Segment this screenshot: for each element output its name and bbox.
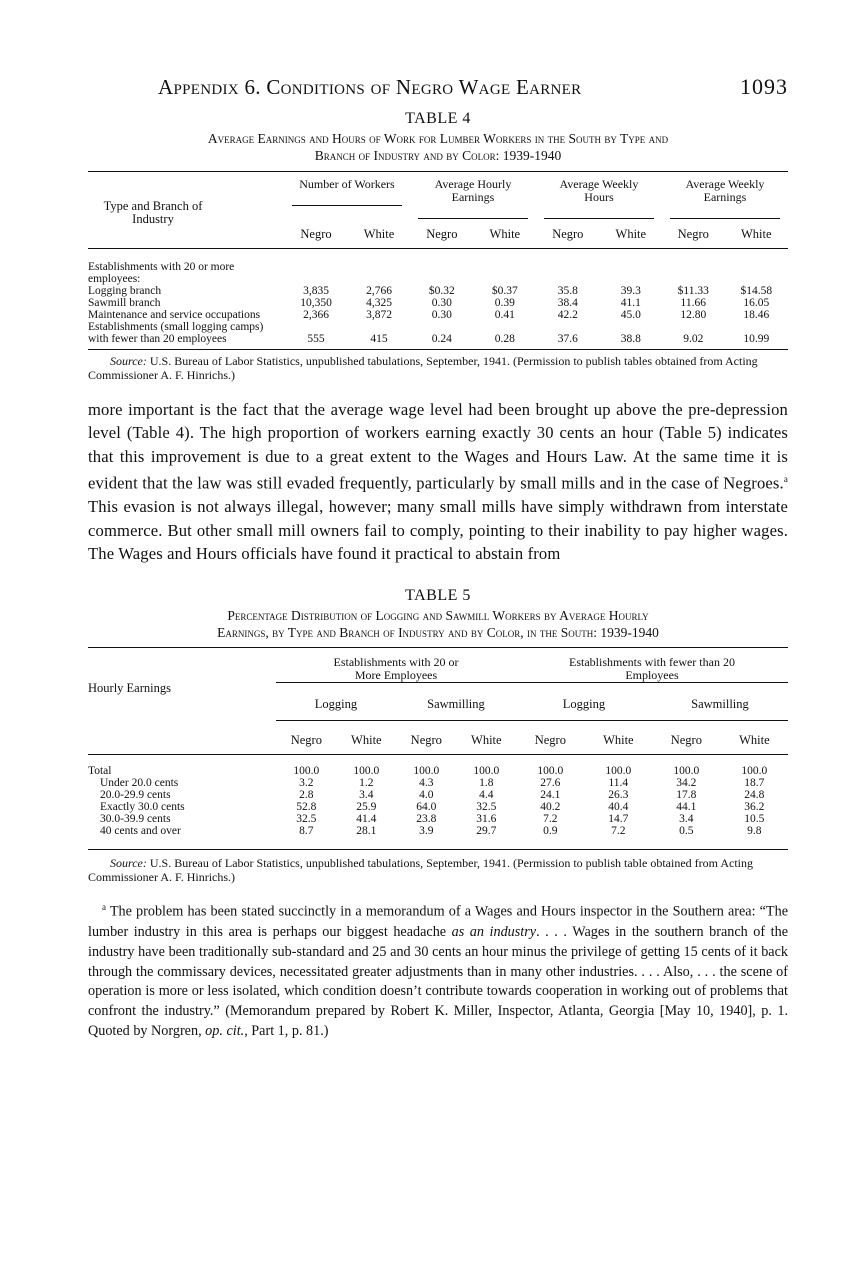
table4-title-line2: Branch of Industry and by Color: 1939-1940 xyxy=(314,148,562,163)
table4-cell: $14.58 xyxy=(740,285,773,297)
table4-cell: 16.05 xyxy=(743,297,770,309)
table5-cell: 40.2 xyxy=(540,801,561,814)
table-row xyxy=(88,825,788,850)
table4-title-line1: Average Earnings and Hours of Work for Lumber Workers in the South by Type and xyxy=(207,131,669,146)
table4-cell: 10,350 xyxy=(300,297,332,309)
table5-branch: Sawmilling xyxy=(396,683,516,721)
table5-cell: 32.5 xyxy=(476,801,497,814)
table5-cell: 100.0 xyxy=(353,765,380,778)
table4-cell: 2,366 xyxy=(303,309,329,321)
table5-cell: 100.0 xyxy=(413,765,440,778)
table5-cell: 4.4 xyxy=(479,789,494,802)
table4-cell: 38.8 xyxy=(620,333,641,345)
table4-cell: 0.39 xyxy=(494,297,515,309)
table5-cell: 17.8 xyxy=(676,789,697,802)
table4-cell: $11.33 xyxy=(677,285,709,297)
table4-group-hourly xyxy=(410,172,536,220)
table5-branch: Sawmilling xyxy=(652,683,788,721)
table5-cell: 3.4 xyxy=(359,789,374,802)
table5-source-text: U.S. Bureau of Labor Statistics, unpublished tabulations, September, 1941. (Permission to publish table obtained from Acting Commissioner A. F. Hinrichs.) xyxy=(88,856,753,885)
footnote-italic-2: op. cit. xyxy=(205,1022,245,1039)
table-row xyxy=(88,789,788,801)
table5-cell: 14.7 xyxy=(608,813,629,826)
table5-branch: Logging xyxy=(516,683,652,721)
table5-cell: 25.9 xyxy=(356,801,377,814)
body-text: more important is the fact that the average wage level had been brought up above the pre-depression level (Table 4). The high proportion of workers earning exactly 30 cents an hour (Table 5) indicates that this improvement is due to a great extent to the Wages and Hours Law. At the same time it is evident that the law was still evaded frequently, particularly by small mills and in the case of Negroes. xyxy=(88,400,788,493)
table4-cell: 2,766 xyxy=(366,285,392,297)
table4-number: TABLE 4 xyxy=(405,110,471,127)
table4-cell: 0.28 xyxy=(494,333,515,345)
table4-row-label: Maintenance and service occupations xyxy=(88,309,261,321)
table4-row-label: Sawmill branch xyxy=(88,297,161,309)
table5-group-large xyxy=(276,648,516,683)
table5-cell: 27.6 xyxy=(540,777,561,790)
table5-cell: 23.8 xyxy=(416,813,437,826)
table4-source xyxy=(88,354,788,382)
table5-cell: 11.4 xyxy=(608,777,629,790)
table5-branch: Logging xyxy=(276,683,396,721)
table5-number: TABLE 5 xyxy=(405,587,471,605)
table5-subhead: White xyxy=(721,721,788,755)
table4-section-row xyxy=(88,249,788,286)
table5-row-label: Total xyxy=(88,765,112,778)
table4-cell: 555 xyxy=(307,333,325,345)
table5-source-label: Source: xyxy=(110,856,147,871)
table4-cell: $0.37 xyxy=(491,285,518,297)
table4-cell: 9.02 xyxy=(683,333,704,345)
table5-cell: 3.2 xyxy=(299,777,314,790)
table5-cell: 32.5 xyxy=(296,813,317,826)
table-row xyxy=(88,765,788,777)
table5-cell: 4.3 xyxy=(419,777,434,790)
table5-cell: 10.5 xyxy=(744,813,765,826)
table5-cell: 0.5 xyxy=(679,825,694,838)
table5-cell: 3.9 xyxy=(419,825,434,838)
table-row xyxy=(88,309,788,321)
table5-subhead: White xyxy=(585,721,652,755)
table5-cell: 100.0 xyxy=(537,765,564,778)
table4-subhead: Negro xyxy=(677,227,709,241)
table4-subhead: White xyxy=(615,227,647,241)
table4-cell: 415 xyxy=(370,333,388,345)
table4-source-label: Source: xyxy=(110,354,147,368)
table4-group-header-row xyxy=(88,172,788,220)
table5-cell: 0.9 xyxy=(543,825,558,838)
table5-cell: 100.0 xyxy=(673,765,700,778)
table5-cell: 100.0 xyxy=(293,765,320,778)
table4-cell: 39.3 xyxy=(620,285,641,297)
table5-cell: 52.8 xyxy=(296,801,317,814)
table5-row-label: Exactly 30.0 cents xyxy=(100,801,185,814)
table4-subhead: White xyxy=(741,227,772,241)
table4-row-label: Logging branch xyxy=(88,285,162,297)
table5-cell: 28.1 xyxy=(356,825,377,838)
table4-cell: 12.80 xyxy=(680,309,707,321)
table-row xyxy=(88,777,788,789)
table4-cell: 3,835 xyxy=(303,285,329,297)
table4-cell: 37.6 xyxy=(557,333,578,345)
table-row xyxy=(88,801,788,813)
table4-subhead: Negro xyxy=(426,227,458,241)
table5-row-label: 20.0-29.9 cents xyxy=(100,789,171,802)
footnote xyxy=(88,898,788,1041)
page xyxy=(88,74,788,1042)
table5-cell: 34.2 xyxy=(676,777,697,790)
table5-cell: 9.8 xyxy=(747,825,762,838)
footnote-ref: a xyxy=(783,474,788,485)
table5-cell: 2.8 xyxy=(299,789,314,802)
table4-cell: 18.46 xyxy=(743,309,770,321)
table-row xyxy=(88,321,788,350)
table4-cell: 3,872 xyxy=(366,309,392,321)
table5-subhead: White xyxy=(337,721,396,755)
table5-subheader-row xyxy=(88,721,788,755)
table-row xyxy=(88,297,788,309)
table4-cell: 10.99 xyxy=(743,333,770,345)
table5-cell: 7.2 xyxy=(543,813,558,826)
table5-cell: 1.2 xyxy=(359,777,374,790)
table4-cell: 4,325 xyxy=(366,297,392,309)
table4-subhead: White xyxy=(363,227,395,241)
table5-group-header-row xyxy=(88,648,788,683)
table4-stub-header xyxy=(88,172,284,249)
footnote-italic-1: as an industry xyxy=(451,923,537,940)
table4-group-weekly-earnings xyxy=(662,172,788,220)
table-row xyxy=(88,285,788,297)
table4-group-hourly-label: Average Hourly Earnings xyxy=(418,178,528,219)
table4-cell: $0.32 xyxy=(428,285,455,297)
table4-section-label: Establishments with 20 or more employees: xyxy=(88,261,235,285)
table4-subhead: White xyxy=(489,227,521,241)
table4-title xyxy=(88,130,788,164)
table4-group-workers xyxy=(284,172,410,220)
table5-subhead: Negro xyxy=(276,721,337,755)
footnote-text-2: . . . . Wages in the southern branch of the industry have been traditionally sub-standard and 25 and 30 cents an hour minus the privilege of getting 15 cents of it back through the commissary devices, necessitated greater adjustments than in many other industries. . . . Also, . . . the scene of operation is more or less isolated, which condition doesn’t contribute towards cooperation in working out of problems that confront the industry.” (Memorandum prepared by Robert K. Miller, Inspector, Atlanta, Georgia [May 10, 1940], p. 1. Quoted by Norgren, xyxy=(88,923,788,1039)
table5-cell: 18.7 xyxy=(744,777,765,790)
table5-cell: 29.7 xyxy=(476,825,497,838)
footnote-text-1: The problem has been stated succinctly in a memorandum of a Wages and Hours inspector in the Southern area: “The lumber industry in this area is perhaps our biggest headache xyxy=(88,904,788,940)
table5-cell: 41.4 xyxy=(356,813,377,826)
table4-group-hours-label: Average Weekly Hours xyxy=(544,178,654,219)
running-title: Appendix 6. Conditions of Negro Wage Earner xyxy=(158,75,582,99)
table5-row-label: 40 cents and over xyxy=(100,825,181,838)
table5-cell: 3.4 xyxy=(679,813,694,826)
table5-cell: 8.7 xyxy=(299,825,314,838)
footnote-mark: a xyxy=(102,902,106,913)
table5-cell: 7.2 xyxy=(611,825,626,838)
table4-cell: 35.8 xyxy=(557,285,578,297)
table5-cell: 40.4 xyxy=(608,801,629,814)
table4-cell: 41.1 xyxy=(620,297,641,309)
table4-cell: 45.0 xyxy=(620,309,641,321)
table5-cell: 100.0 xyxy=(605,765,632,778)
running-header xyxy=(158,74,788,100)
table5-group-small xyxy=(516,648,788,683)
table4-cell: 11.66 xyxy=(680,297,706,309)
table4-cell: 38.4 xyxy=(557,297,578,309)
table4-group-workers-label: Number of Workers xyxy=(292,178,402,206)
table4-cell: 0.24 xyxy=(431,333,452,345)
body-paragraph xyxy=(88,398,788,565)
table5-cell: 64.0 xyxy=(416,801,437,814)
table5-subhead: Negro xyxy=(516,721,585,755)
table5-source xyxy=(88,856,788,884)
table5-cell: 26.3 xyxy=(608,789,629,802)
table5-cell: 24.1 xyxy=(540,789,561,802)
table4-subhead: Negro xyxy=(552,227,584,241)
footnote-text-3: , Part 1, p. 81.) xyxy=(244,1022,329,1039)
table4-row-label: Establishments (small logging camps) with fewer than 20 employees xyxy=(88,321,264,345)
table4-stub-header-text: Type and Branch of Industry xyxy=(103,199,203,226)
table5-cell: 100.0 xyxy=(741,765,768,778)
table-row xyxy=(88,813,788,825)
table5 xyxy=(88,647,788,850)
table5-title xyxy=(88,607,788,641)
table5-cell: 44.1 xyxy=(676,801,697,814)
table4-cell: 0.30 xyxy=(431,309,452,321)
table5-subhead: Negro xyxy=(652,721,721,755)
table4-cell: 0.30 xyxy=(431,297,452,309)
table4-subhead: Negro xyxy=(300,227,332,241)
table5-title-line2: Earnings, by Type and Branch of Industry and by Color, in the South: 1939-1940 xyxy=(217,625,659,641)
table5-subhead: White xyxy=(457,721,516,755)
table4 xyxy=(88,171,788,350)
table5-cell: 31.6 xyxy=(476,813,497,826)
table5-stub-header: Hourly Earnings xyxy=(88,681,171,696)
table4-cell: 42.2 xyxy=(557,309,578,321)
table5-cell: 36.2 xyxy=(744,801,765,814)
table5-subhead: Negro xyxy=(396,721,457,755)
table5-group-small-label: Establishments with fewer than 20 Employees xyxy=(569,655,735,683)
table5-title-line1: Percentage Distribution of Logging and Sawmill Workers by Average Hourly xyxy=(227,608,649,624)
table4-source-text: U.S. Bureau of Labor Statistics, unpublished tabulations, September, 1941. (Permission to publish tables obtained from Acting Commissioner A. F. Hinrichs.) xyxy=(88,354,758,382)
table5-cell: 1.8 xyxy=(479,777,494,790)
table5-cell: 100.0 xyxy=(473,765,500,778)
table5-row-label: Under 20.0 cents xyxy=(100,777,179,790)
table4-group-hours xyxy=(536,172,662,220)
body-text-continued: This evasion is not always illegal, however; many small mills have simply withdrawn from interstate commerce. But other small mill owners fail to comply, pointing to their inability to pay higher wages. The Wages and Hours officials have found it practical to abstain from xyxy=(88,497,788,563)
page-number: 1093 xyxy=(740,74,788,99)
table5-row-label: 30.0-39.9 cents xyxy=(100,813,171,826)
table4-cell: 0.41 xyxy=(494,309,515,321)
table5-cell: 24.8 xyxy=(744,789,765,802)
table5-cell: 4.0 xyxy=(419,789,434,802)
table4-group-weekly-earnings-label: Average Weekly Earnings xyxy=(670,178,780,219)
table5-group-large-label: Establishments with 20 or More Employees xyxy=(333,655,459,683)
